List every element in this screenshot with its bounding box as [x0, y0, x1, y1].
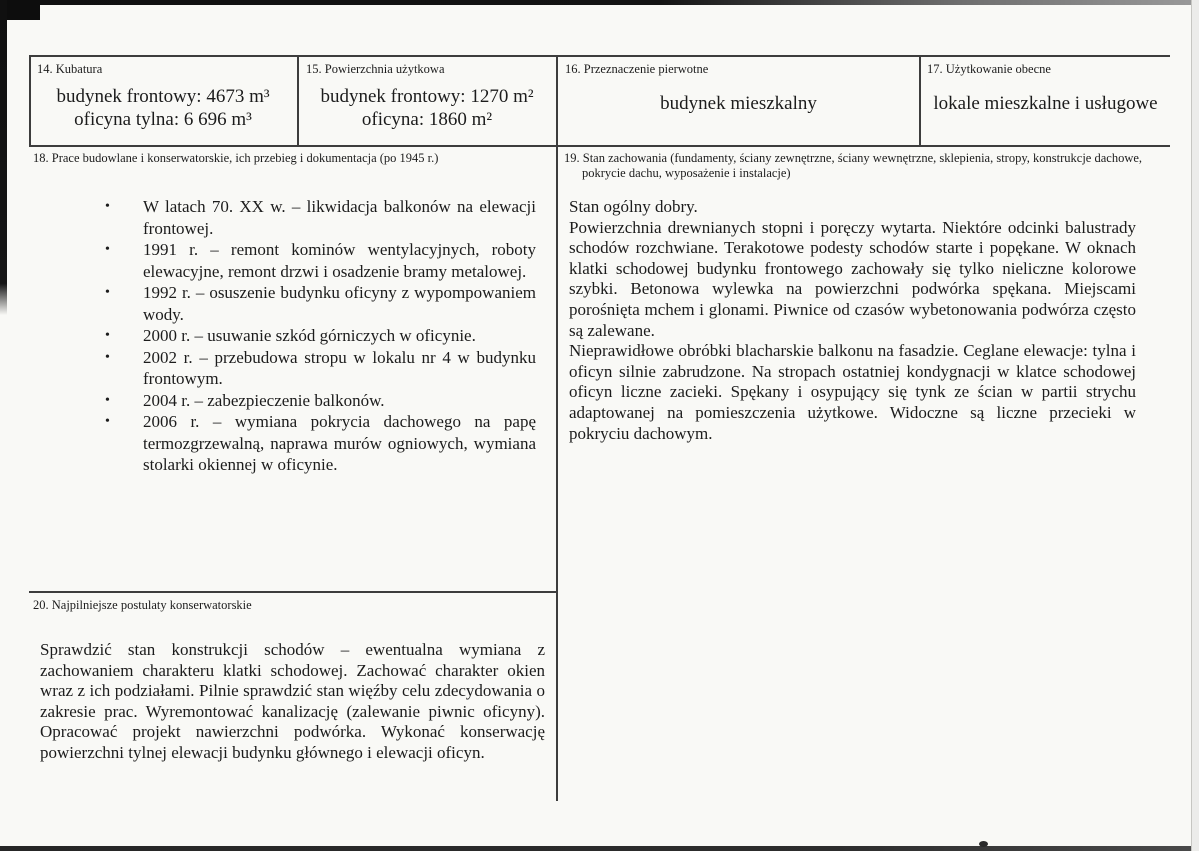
list-item	[100, 411, 536, 476]
bullet-icon: •	[105, 392, 110, 408]
field-16-label: 16. Przeznaczenie pierwotne	[565, 62, 709, 76]
bullet-icon: •	[105, 285, 110, 300]
bullet-icon: •	[105, 199, 110, 214]
list-item-text: 2006 r. – wymiana pokrycia dachowego na papę termozgrzewalną, naprawa murów ogniowych, wymiana stolarki okiennej w oficynie.	[143, 412, 536, 474]
field-19-label-line-2: pokrycie dachu, wyposażenie i instalacje)	[582, 166, 791, 180]
field-14-line-2: oficyna tylna: 6 696 m³	[74, 108, 252, 130]
list-item	[100, 239, 536, 282]
field-15-line-1: budynek frontowy: 1270 m²	[320, 86, 534, 107]
field-14-line-1: budynek frontowy: 4673 m³	[56, 86, 270, 107]
list-item	[100, 347, 536, 390]
field-18-bullet-list	[100, 196, 536, 476]
list-item-text: 2000 r. – usuwanie szkód górniczych w oficynie.	[143, 326, 476, 345]
table-divider-center	[556, 55, 558, 801]
bullet-icon: •	[105, 328, 110, 343]
list-item-text: 1992 r. – osuszenie budynku oficyny z wypompowaniem wody.	[143, 283, 536, 324]
scan-edge-bottom	[0, 846, 1199, 851]
field-14-label: 14. Kubatura	[37, 62, 103, 76]
scan-edge-left	[0, 0, 7, 315]
table-divider-16-17	[919, 55, 921, 147]
paragraph: Powierzchnia drewnianych stopni i poręczy wytarta. Niektóre odcinki balustrady schodów rozchwiane. Terakotowe podesty schodów starte i popękane. W oknach klatki schodowej budynku frontowego zachowały się tylko nieliczne kolorowe szybki. Betonowa wylewka na powierzchni podwórka spękana. Miejscami porośnięta mchem i glonami. Piwnice od czasów wybetonowania podwórza często są zalewane.	[569, 217, 1136, 340]
field-16-value	[560, 93, 917, 116]
list-item	[100, 390, 536, 412]
field-16-line-1: budynek mieszkalny	[660, 93, 817, 114]
field-18-label: 18. Prace budowlane i konserwatorskie, ich przebieg i dokumentacja (po 1945 r.)	[33, 151, 439, 165]
scan-speck	[979, 841, 988, 847]
field-17-label: 17. Użytkowanie obecne	[927, 62, 1051, 76]
table-border-section20-top	[29, 591, 558, 593]
field-19-label	[564, 151, 1154, 181]
bullet-icon: •	[105, 242, 110, 257]
field-17-value	[923, 93, 1168, 116]
paragraph: Sprawdzić stan konstrukcji schodów – ewentualna wymiana z zachowaniem charakteru klatki schodowej. Zachować charakter okien wraz z ich podziałami. Pilnie sprawdzić stan więźby celu zdecydowania o zakresie prac. Wyremontować kanalizację (zalewanie piwnic oficyny). Opracować projekt nawierzchni podwórka. Wykonać konserwację powierzchni tylnej elewacji budynku głównego i elewacji oficyn.	[40, 640, 545, 762]
paragraph: Stan ogólny dobry.	[569, 197, 698, 216]
list-item	[100, 325, 536, 347]
field-17-line-1: lokale mieszkalne i usługowe	[933, 93, 1158, 114]
field-15-value	[300, 86, 554, 131]
list-item-text: 2002 r. – przebudowa stropu w lokalu nr 4 w budynku frontowym.	[143, 347, 536, 388]
field-15-label: 15. Powierzchnia użytkowa	[306, 62, 445, 76]
bullet-icon: •	[105, 349, 110, 365]
field-20-label: 20. Najpilniejsze postulaty konserwatorskie	[33, 598, 252, 612]
list-item	[100, 282, 536, 325]
list-item	[100, 196, 536, 239]
table-border-top	[29, 55, 1170, 57]
table-divider-14-15	[297, 55, 299, 147]
bullet-icon: •	[105, 414, 110, 429]
list-item-text: 2004 r. – zabezpieczenie balkonów.	[143, 390, 385, 410]
field-14-value	[31, 86, 295, 131]
field-20-text	[40, 640, 545, 764]
paper-right-edge	[1191, 0, 1199, 851]
list-item-text: 1991 r. – remont kominów wentylacyjnych, roboty elewacyjne, remont drzwi i osadzenie bramy metalowej.	[143, 240, 536, 281]
list-item-text: W latach 70. XX w. – likwidacja balkonów na elewacji frontowej.	[143, 197, 536, 238]
field-19-label-line-1: 19. Stan zachowania (fundamenty, ściany zewnętrzne, ściany wewnętrzne, sklepienia, stropy, konstrukcje dachowe,	[564, 151, 1143, 165]
field-19-text	[569, 197, 1136, 444]
scan-edge-top	[0, 0, 1199, 5]
field-15-line-2: oficyna: 1860 m²	[361, 108, 493, 130]
paragraph: Nieprawidłowe obróbki blacharskie balkonu na fasadzie. Ceglane elewacje: tylna i oficyn silnie zabrudzone. Na stropach ostatniej kondygnacji w klatce schodowej oficyn liczne zacieki. Spękany i osypujący się tynk ze ścian w partii strychu adaptowanej na pomieszczenia użytkowe. Widoczne są liczne przecieki w pokryciu dachowym.	[569, 341, 1136, 443]
table-border-header-bottom	[29, 145, 1170, 147]
